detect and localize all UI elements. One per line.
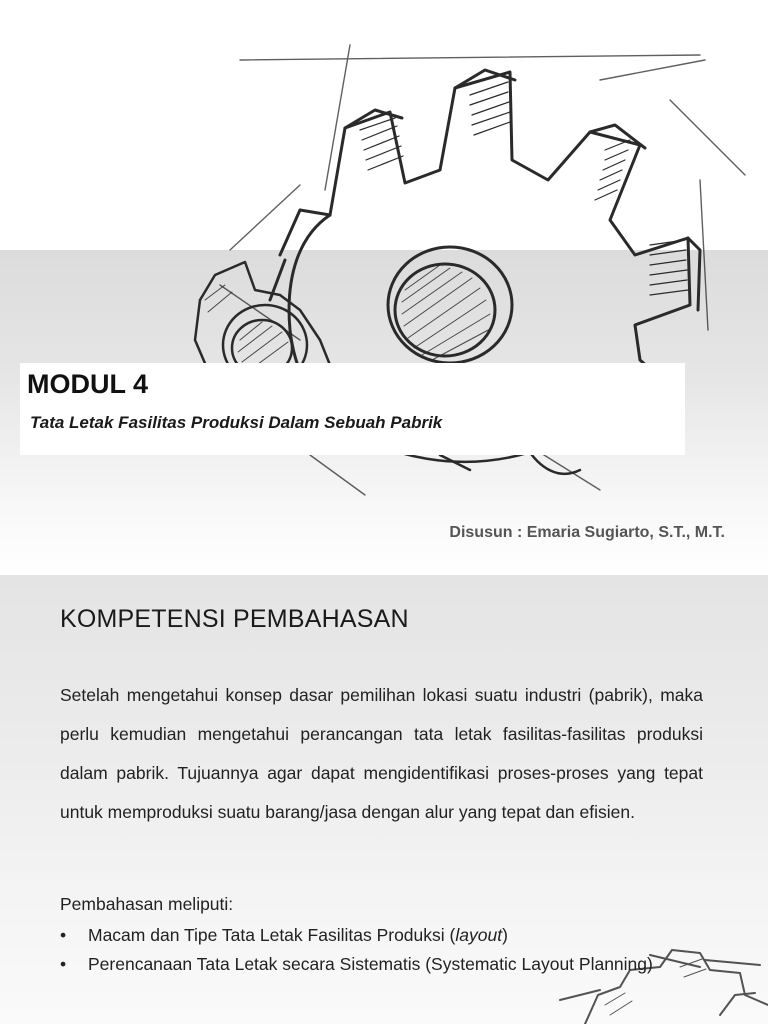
list-item-italic: layout [455, 925, 503, 945]
list-item-text: Perencanaan Tata Letak secara Sistematis (Systematic Layout Planning) [88, 954, 653, 974]
author-credit: Disusun : Emaria Sugiarto, S.T., M.T. [449, 524, 725, 541]
topics-intro: Pembahasan meliputi: [60, 894, 234, 914]
slide-title: MODUL 4 [27, 369, 149, 399]
slide-subtitle: Tata Letak Fasilitas Produksi Dalam Sebuah Pabrik [30, 413, 443, 432]
list-item [60, 924, 720, 947]
list-item-text-end: ) [502, 925, 508, 945]
title-band [20, 363, 685, 455]
list-item [60, 953, 720, 976]
section-heading: KOMPETENSI PEMBAHASAN [60, 605, 409, 633]
competency-slide [0, 575, 768, 1024]
title-box [20, 363, 685, 408]
list-item-text: Macam dan Tipe Tata Letak Fasilitas Produksi ( [88, 925, 456, 945]
topics-list [60, 924, 720, 982]
competency-paragraph: Setelah mengetahui konsep dasar pemilihan lokasi suatu industri (pabrik), maka perlu kemudian mengetahui perancangan tata letak fasilitas-fasilitas produksi dalam pabrik. Tujuannya agar dapat mengidentifikasi proses-proses yang tepat untuk memproduksi suatu barang/jasa dengan alur yang tepat dan efisien. [60, 685, 703, 822]
subtitle-box [20, 408, 685, 455]
